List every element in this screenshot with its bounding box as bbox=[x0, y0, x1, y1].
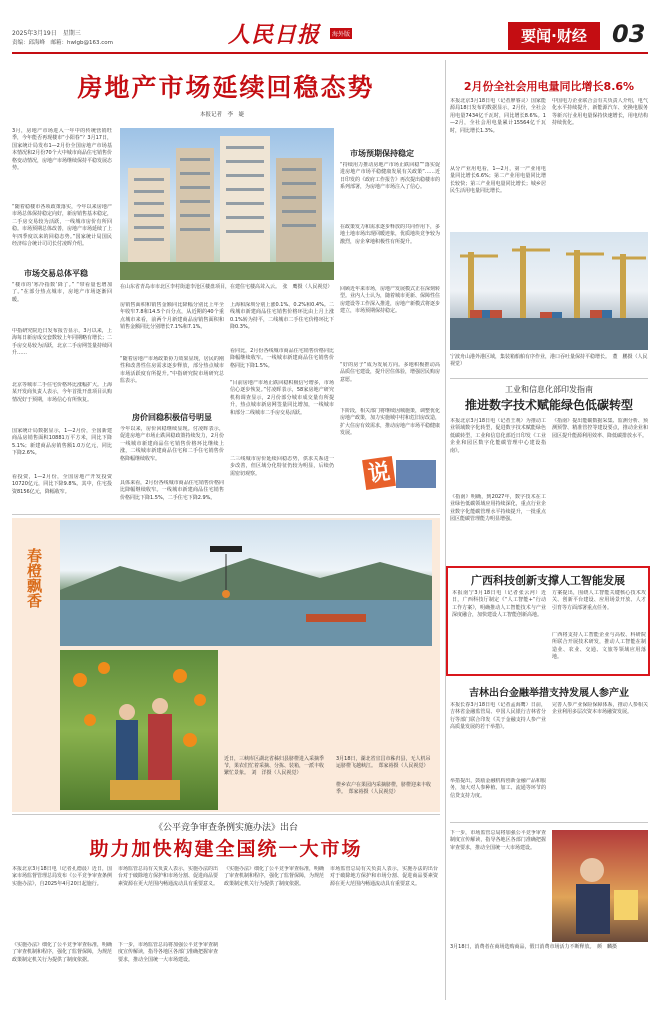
shuo-badge-icon: 说 bbox=[362, 456, 396, 490]
main-m2p4: 具体来看，2月份各线城市商品住宅销售价格同比降幅继续收窄。一线城市新建商品住宅销售价格同比下降1.5%，二手住宅下降2.9%。 bbox=[120, 480, 224, 501]
main-m2p2: “随着房地产市场政策协力效果显现，居民的刚性和改善性住房需求逐步释放，部分热点城市市场活跃度有所提升。”中指研究院市场研究总监表示。 bbox=[120, 356, 224, 385]
comp-p3: 市场监管总局有关负责人表示，实施办法的出台对于破除地方保护和市场分割、促进商品要素资源在更大范围内畅通流动具有重要意义。 bbox=[118, 866, 218, 887]
comp-p1-cont: 《实施办法》细化了公平竞争审查标准，明确了审查机制和程序，强化了监督保障，为规范政策制定机关行为提供了制度依据。 bbox=[224, 866, 324, 887]
main-s1p4: 国家统计局数据显示，1—2月份，全国新建商品房销售面积10881万平方米，同比下降5.1%；新建商品房销售额1.0万亿元，同比下降2.6%。 bbox=[12, 428, 112, 457]
comp-p4: 下一步，市场监管总局将加强公平竞争审查制度宣传解读，指导各地区各部门准确把握审查要求，推动全国统一大市场建设。 bbox=[118, 942, 218, 963]
main-subhead-1: 市场交易总体平稳 bbox=[24, 269, 88, 278]
orange-pick-caption: 橙乡农户在果园内采摘脐橙，脐橙迎来丰收季。 郑家裕摄（人民视觉） bbox=[336, 782, 432, 795]
section-title: 要闻·财经 bbox=[508, 22, 600, 50]
elec-headline: 2月份全社会用电量同比增长8.6% bbox=[463, 80, 635, 93]
jl-p1: 本报长春3月18日电（记者孟海鹰）日前，吉林省金融监管局、中国人民银行吉林省分行等部门联合印发《关于金融支持人参产业高质量发展的若干举措》。 bbox=[450, 702, 546, 731]
main-s1p2: 中指研究院近日发布报告显示，3月以来，上海每日新房成交套数较上年同期略有增长；二手房交易较为活跃，北京二手房网签量持续回升…… bbox=[12, 328, 112, 357]
gx-p1: 本报南宁3月18日电（记者张云河）近日，广西科技厅制定《“人工智能+”行动工作方案》，明确推动人工智能技术与产业深度融合，加快建设人工智能创新高地。 bbox=[452, 590, 546, 619]
main-lead2: “随着稳楼市各项政策落实，今年以来房地产市场总体保持稳定向好，新房销售基本稳定，二手房交易较为活跃，一线城市房价有所回稳。市场预期总体改善，房地产市场延续了上年四季度以来的回稳态势。”国家统计局国民经济综合统计司司长付凌晖介绍。 bbox=[12, 204, 112, 248]
green-p3: 《指南》提出能碳数据采集、监测分析、预测预警、精准管控等建设要点，推动企业和园区提升能源利用效率、降低碳排放水平。 bbox=[552, 418, 648, 439]
main-byline: 本报记者 李 婕 bbox=[200, 112, 245, 118]
main-m4p2: 在政策发力和需求逐步释放的共同作用下，多地土地市场出现回暖迹象，优质地块竞争较为激烈，房企拿地积极性有所提升。 bbox=[340, 224, 440, 245]
main-m3p1: 上海和深圳分别上涨0.1%、0.2%和0.4%。二线城市新建商品住宅销售价格环比由上月上涨0.1%转为持平，二线城市二手住宅价格环比下降0.3%。 bbox=[230, 302, 334, 331]
main-s1p5: 看投资，1—2月份，全国房地产开发投资10720亿元，同比下降9.8%。其中，住宅投资8156亿元，降幅收窄。 bbox=[12, 474, 112, 495]
comp-kicker: 《公平竞争审查条例实施办法》出台 bbox=[153, 823, 298, 833]
comp-p3-cont: 市场监管总局有关负责人表示，实施办法的出台对于破除地方保护和市场分割、促进商品要素资源在更大范围内畅通流动具有重要意义。 bbox=[330, 866, 438, 887]
green-p2: 《指南》明确，到2027年，数字技术在工业绿色低碳领域应用持续深化，重点行业企业数字化能碳管理水平持续提升，一批重点园区能碳管理能力明显增强。 bbox=[450, 494, 546, 523]
newspaper-logo: 人民日报 bbox=[228, 22, 321, 48]
editor-info: 责编：邱海峰 邮箱：hwlgb@163.com bbox=[12, 40, 113, 46]
comp-right-text: 下一步，市场监管总局将加强公平竞争审查制度宣传解读，指导各地区各部门准确把握审查要求，推动全国统一大市场建设。 bbox=[450, 830, 546, 851]
right-divider-1 bbox=[450, 378, 648, 379]
main-m3p2: 看同比，2月份各线城市商品住宅销售价格同比降幅继续收窄。一线城市新建商品住宅销售价格同比下降1.5%。 bbox=[230, 348, 334, 369]
orange-vertical-title: 春橙飘香 bbox=[25, 548, 43, 608]
main-s1p3: 北京等城市二手住宅价格环比涨幅扩大。上海某开发商负责人表示，今年首批开盘项目认购情况好于预期，市场信心有所恢复。 bbox=[12, 382, 112, 403]
main-m3p3: “目前房地产市场止跌回稳积极信号增多，市场信心逐步恢复。”付凌晖表示，58家房地产研究机构调查显示，2月份部分城市成交量有所提升，热点城市新房网签量同比增加，一线城市和部分二线城市二手房交易活跃。 bbox=[230, 380, 334, 416]
main-m2p3: 今年以来，房价回稳继续显现。付凌晖表示，促进房地产市场止跌回稳政策持续发力，2月份一线城市新建商品住宅销售价格环比继续上涨，二线城市新建商品住宅和二手住宅销售价格降幅继续收窄。 bbox=[120, 426, 224, 462]
main-m4p5: 下阶段，相关部门将继续因城施策，调整优化房地产政策，加力实施城中村和危旧房改造，扩大住房有效需求，推动房地产市场平稳健康发展。 bbox=[340, 408, 440, 437]
gx-p3: 广西将支持人工智能企业与高校、科研院所联合开展技术研发，推动人工智能在制造业、农业、交通、文旅等领域应用落地。 bbox=[552, 632, 646, 661]
column-divider bbox=[445, 60, 446, 1000]
main-m3p4: 二三线城市房价延续回稳态势，供求关系进一步改善，但区域分化特征仍较为明显，后续仍需密切观察。 bbox=[230, 456, 334, 477]
gx-p2: 方案提出，围绕人工智能关键核心技术攻关、创新平台建设、应用场景开放、人才引育等方面部署重点任务。 bbox=[552, 590, 646, 611]
section-divider bbox=[12, 514, 440, 515]
comp-headline: 助力加快构建全国统一大市场 bbox=[89, 838, 363, 860]
jl-p3: 完善人参产业保险保障体系，推动人参相关企业利用多层次资本市场融资发展。 bbox=[552, 702, 648, 716]
gx-headline: 广西科技创新支撑人工智能发展 bbox=[471, 574, 625, 587]
elec-p1: 本报北京3月18日电（记者廖睿灵）国家能源局18日发布的数据显示，2月份，全社会用电量7434亿千瓦时，同比增长8.6%。1—2月，全社会用电量累计15564亿千瓦时，同比增长1.3%。 bbox=[450, 98, 546, 134]
orange-drone-caption: 3月18日，湖北省宜昌市秭归县，无人机吊运脐橙飞越峡江。 郑家裕摄（人民视觉） bbox=[336, 756, 431, 769]
green-headline: 推进数字技术赋能绿色低碳转型 bbox=[464, 398, 633, 412]
shopping-photo bbox=[552, 830, 648, 942]
main-m2p1: 房销售面积和销售金额同比降幅分别比上年全年收窄7.8和14.5个百分点，从近期的40个重点城市来看，前两个月新建商品房销售面积和销售金额同比分别增长7.1%和7.1%。 bbox=[120, 302, 224, 331]
masthead-rule bbox=[12, 52, 648, 54]
building-caption: 在山东省青岛市市北区李村街道李沧区楼盘项目，在建住宅楼高耸入云。 张 鹰摄（人民视觉） bbox=[120, 284, 333, 290]
elec-p3: 中国电力企业联合会有关负责人介绍，电气化水平持续提升，新能源汽车、充换电服务等新兴行业用电量保持快速增长，用电结构持续优化。 bbox=[552, 98, 648, 127]
green-p1: 本报北京3月18日电（记者王观）为推动工业领域数字化转型，促进数字技术赋能绿色低碳转型，工业和信息化部近日印发《工业企业和园区数字化能碳管理中心建设指南》。 bbox=[450, 418, 546, 454]
port-caption: 宁波舟山港外港区域，集装箱船舶有序作业，港口吞吐量保持平稳增长。 董 鹏摄（人民视觉） bbox=[450, 354, 648, 367]
section-divider-2 bbox=[12, 814, 440, 815]
orange-picking-photo bbox=[60, 650, 218, 810]
logo-tag: 海外版 bbox=[330, 28, 352, 39]
main-m4p3: 回顾近年来市场，房地产发展模式正在深刻转型。业内人士认为，随着城市更新、保障性住房建设等工作深入推进，房地产新模式将逐步建立，市场预期保持稳定。 bbox=[340, 286, 440, 315]
main-s1p1: “楼市的‘寒冷指数’降了。” “带看量也增加了。”在部分热点城市，房地产市场逐渐回暖。 bbox=[12, 282, 112, 303]
shopping-caption: 3月18日，消费者在商场选购商品，假日消费市场活力不断释放。 颜 麟摄 bbox=[450, 944, 618, 950]
river-drone-photo bbox=[60, 520, 432, 646]
comp-p1: 本报北京3月18日电（记者孔德晨）近日，国家市场监督管理总局发布《公平竞争审查条例实施办法》，自2025年4月20日起施行。 bbox=[12, 866, 112, 887]
elec-p2: 从分产业用电看，1—2月，第一产业用电量同比增长6.6%；第二产业用电量同比增长较快；第三产业用电量同比增长；城乡居民生活用电量同比增长。 bbox=[450, 166, 546, 195]
main-lead: 3月，房地产市场进入一年中的传统营销旺季，今年能否再现楼市“小阳春”？3月17日，国家统计局发布1—2月份全国房地产市场基本情况和2月份70个大中城市商品住宅销售价格变动情况，房地产市场继续保持平稳发展态势。 bbox=[12, 128, 112, 172]
main-headline: 房地产市场延续回稳态势 bbox=[77, 73, 375, 102]
port-photo bbox=[450, 232, 648, 350]
main-subhead-2: 房价回稳积极信号明显 bbox=[132, 413, 212, 422]
comp-p2: 《实施办法》细化了公平竞争审查标准，明确了审查机制和程序，强化了监督保障，为规范政策制定机关行为提供了制度依据。 bbox=[12, 942, 112, 963]
right-divider-2 bbox=[450, 822, 648, 823]
main-m4p1: “持续用力推动房地产市场止跌回稳”“落实促进房地产市场平稳健康发展有关政策”……近日印发的《政府工作报告》再次提出稳楼市的系列部署，为房地产市场注入了信心。 bbox=[340, 162, 440, 191]
jl-headline: 吉林出台金融举措支持发展人参产业 bbox=[469, 688, 629, 699]
main-subhead-3: 市场预期保持稳定 bbox=[350, 149, 414, 158]
badge-decoration bbox=[396, 460, 436, 488]
main-m4p4: “好的房子”成为发展方向。多地积极推动高品质住宅建设，提升居住体验，增强居民购房意愿。 bbox=[340, 362, 440, 383]
orange-main-caption: 近日，三峡库区湖北省秭归县脐橙进入采摘季节，果农们忙着采摘、分拣、装箱，一派丰收繁忙景象。 刘 洋摄（人民视觉） bbox=[224, 756, 325, 776]
green-kicker: 工业和信息化部印发指南 bbox=[505, 385, 593, 394]
building-photo bbox=[120, 128, 334, 280]
issue-date: 2025年3月19日 星期三 bbox=[12, 30, 81, 37]
page-number: 03 bbox=[612, 20, 646, 48]
jl-p2: 举措提出，鼓励金融机构创新金融产品和服务，加大对人参种植、加工、流通等环节的信贷支持力度。 bbox=[450, 778, 546, 799]
